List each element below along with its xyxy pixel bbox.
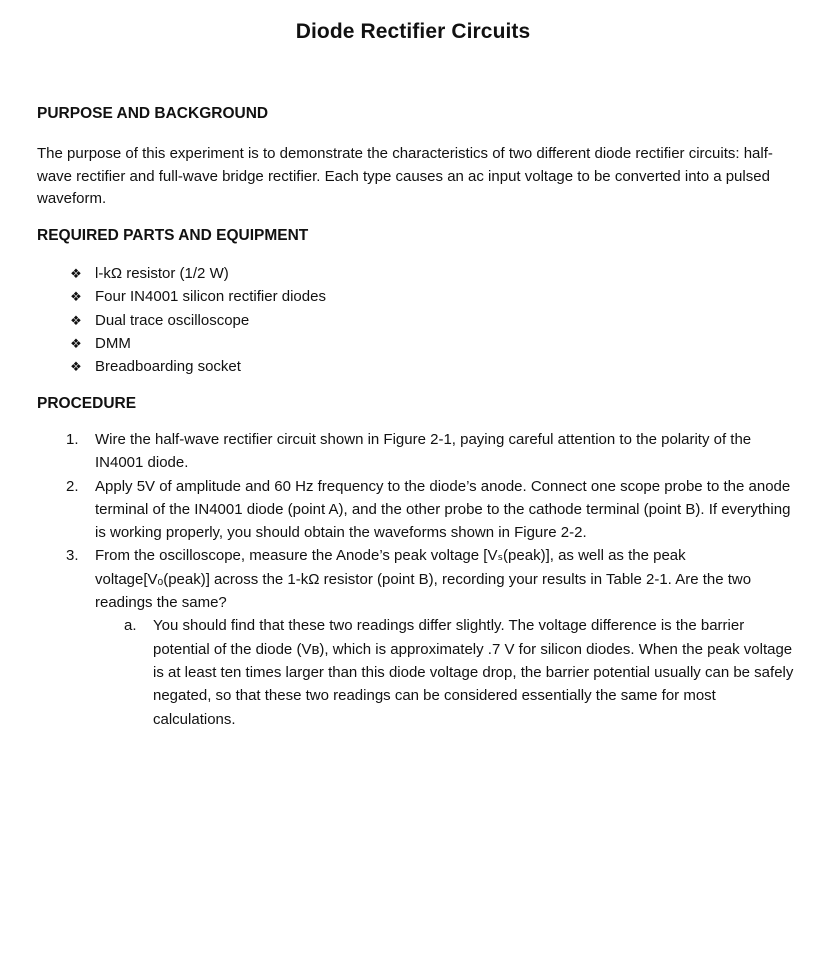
procedure-step [66,544,796,730]
sub-step-list [95,614,796,730]
step-number: 1. [66,431,79,448]
procedure-heading: PROCEDURE [37,395,137,412]
list-item-text: DMM [95,334,131,352]
sub-step-letter: a. [124,617,137,635]
purpose-heading: PURPOSE AND BACKGROUND [37,105,269,122]
step-text: Wire the half-wave rectifier circuit shown in Figure 2-1, paying careful attention to the polarity of the IN4001 diode. [95,431,752,472]
diamond-bullet-icon: ❖ [70,289,82,305]
page-title: Diode Rectifier Circuits [295,20,531,43]
list-item-text: Four IN4001 silicon rectifier diodes [95,288,326,306]
procedure-list [66,428,796,731]
sub-step-text: You should find that these two readings differ slightly. The voltage difference is the barrier potential of the diode (Vʙ), which is approximately .7 V for silicon diodes. When the peak voltage is at least ten times larger than this diode voltage drop, the barrier potential usually can be safely negated, so that these two readings can be considered essentially the same for most calculations. [153,617,794,728]
list-item-text: Breadboarding socket [95,358,241,376]
diamond-bullet-icon: ❖ [70,266,82,281]
step-number: 3. [66,547,79,565]
procedure-step [66,428,796,475]
sub-step [124,614,796,730]
diamond-bullet-icon: ❖ [70,335,82,351]
list-item [68,332,326,355]
step-text: Apply 5V of amplitude and 60 Hz frequency to the diode’s anode. Connect one scope probe to the anode terminal of the IN4001 diode (point A), and the other probe to the cathode terminal (point B). If everything is working properly, you should obtain the waveforms shown in Figure 2-2. [95,477,791,542]
list-item-text: Dual trace oscilloscope [95,311,250,329]
list-item [68,355,326,378]
step-number: 2. [66,477,79,495]
diamond-bullet-icon: ❖ [70,312,82,328]
list-item [68,309,326,332]
list-item-text: l-kΩ resistor (1/2 W) [95,265,229,282]
procedure-step [66,475,796,545]
parts-heading: REQUIRED PARTS AND EQUIPMENT [37,227,309,244]
purpose-paragraph: The purpose of this experiment is to demonstrate the characteristics of two different diode rectifier circuits: half-wave rectifier and full-wave bridge rectifier. Each type causes an ac input voltage to be converted into a pulsed waveform. [37,145,773,207]
list-item [68,285,326,308]
list-item [68,262,326,285]
step-text: From the oscilloscope, measure the Anode’s peak voltage [Vₛ(peak)], as well as the peak voltage[Vₒ(peak)] across the 1-kΩ resistor (point B), recording your results in Table 2-1. Are the two readings the same? [95,547,752,612]
diamond-bullet-icon: ❖ [70,359,82,375]
parts-list [68,262,326,378]
